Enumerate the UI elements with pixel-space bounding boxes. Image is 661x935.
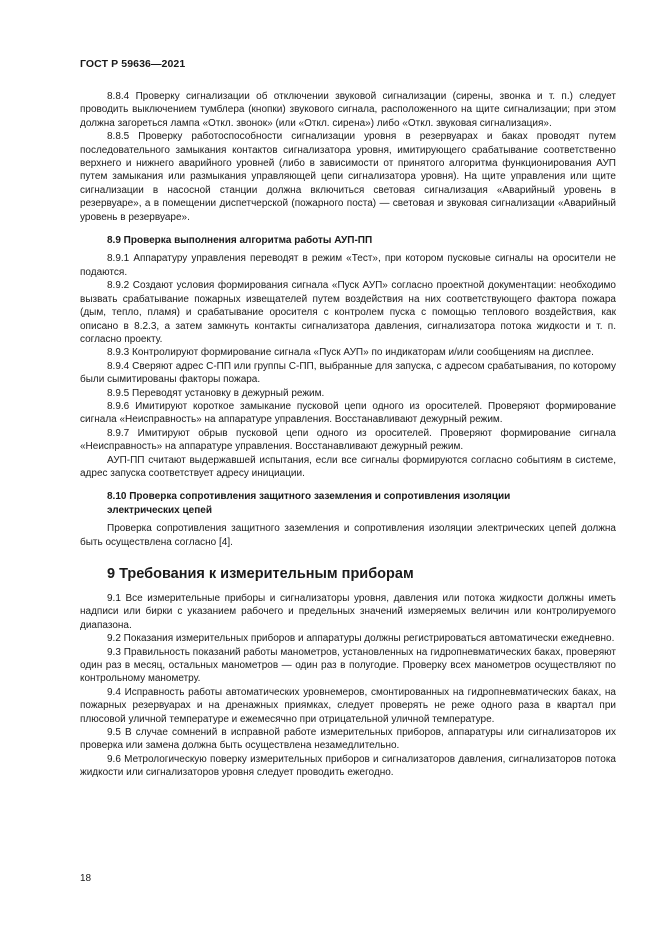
paragraph-8-9-1: 8.9.1 Аппаратуру управления переводят в режим «Тест», при котором пусковые сигналы на оросители не подаются. (80, 253, 616, 278)
section-heading-8-9: 8.9 Проверка выполнения алгоритма работы АУП-ПП (107, 235, 373, 247)
paragraph-8-9-4: 8.9.4 Сверяют адрес С-ПП или группы С-ПП, выбранные для запуска, с адресом срабатывания, по которому были сымитированы факторы пожара. (80, 360, 616, 386)
paragraph-9-3: 9.3 Правильность показаний работы манометров, установленных на гидропневматических баках, проверяют один раз в месяц, остальных манометров — один раз в полугодие. Проверку всех манометров осуществляют по контрольному манометру. (80, 646, 616, 685)
paragraph-8-9-3: 8.9.3 Контролируют формирование сигнала «Пуск АУП» по индикаторам и/или сообщениям на дисплее. (107, 347, 594, 359)
paragraph-9-1: 9.1 Все измерительные приборы и сигнализаторы уровня, давления или потока жидкости должны иметь надписи или бирки с указанием рабочего и предельных значений измеряемых величин или контролируемого диапазона. (80, 593, 616, 631)
paragraph-8-8-5: 8.8.5 Проверку работоспособности сигнализации уровня в резервуарах и баках проводят путем последовательного замыкания контактов сигнализатора уровня, имитирующего срабатывание соответственно верхнего и нижнего аварийного уровней (либо в зависимости от принятого алгоритма функционирования АУП путем замыкания или размыкания управляющей цепи сигнализатора уровня). На щите управления или щите сигнализации в насосной станции должна включиться световая сигнализация «Аварийный уровень в резервуаре», а в помещении диспетчерской (пожарного поста) — световая и звуковая сигнализации «Аварийный уровень в резервуаре». (80, 131, 616, 223)
chapter-heading-9: 9 Требования к измерительным приборам (107, 566, 414, 582)
paragraph-8-9-2: 8.9.2 Создают условия формирования сигнала «Пуск АУП» согласно проектной документации: необходимо вызвать срабатывание пожарных извещателей путем воздействия на них соответствующего фактора пожара (дым, тепло, пламя) и срабатывание оросителя с контролем пуска с помощью теплового воздействия, как описано в 8.2.3, а затем замкнуть контакты сигнализатора давления, сигнализатора потока жидкости и т. п. согласно проекту. (80, 280, 616, 345)
page-content (80, 90, 616, 780)
paragraph-8-8-4: 8.8.4 Проверку сигнализации об отключении звуковой сигнализации (сирены, звонка и т. п.) следует проводить выключением тумблера (кнопки) звукового сигнала, расположенного на щите сигнализации; при этом должна загореться лампа «Откл. звонок» (или «Откл. сирена») либо «Откл. звуковая сигнализация». (80, 91, 616, 129)
paragraph-9-4: 9.4 Исправность работы автоматических уровнемеров, смонтированных на гидропневматических баках, на пожарных резервуарах и на дренажных приямках, следует проверять не реже одного раза в квартал при плюсовой уличной температуре и ежемесячно при отрицательной уличной температуре. (80, 686, 616, 725)
paragraph-9-2: 9.2 Показания измерительных приборов и аппаратуры должны регистрироваться автоматически ежедневно. (107, 633, 615, 645)
paragraph-9-6: 9.6 Метрологическую поверку измерительных приборов и сигнализаторов давления, сигнализаторов потока жидкости или сигнализаторов уровня следует проводить ежегодно. (80, 753, 616, 779)
paragraph-8-9-conclusion: АУП-ПП считают выдержавшей испытания, если все сигналы формируются согласно событиям в системе, адрес запуска соответствует адресу инициации. (80, 454, 616, 479)
paragraph-8-10: Проверка сопротивления защитного заземления и сопротивления изоляции электрических цепей должна быть осуществлена согласно [4]. (80, 523, 616, 548)
paragraph-9-5: 9.5 В случае сомнений в исправной работе измерительных приборов, аппаратуры или сигнализаторов их проверка или замена должна быть осуществлена незамедлительно. (80, 727, 616, 752)
document-code-header: ГОСТ Р 59636—2021 (80, 58, 186, 70)
page-number: 18 (80, 873, 92, 884)
paragraph-8-9-7: 8.9.7 Имитируют обрыв пусковой цепи одного из оросителей. Проверяют формирование сигнала «Неисправность» на аппаратуре управления. Восстанавливают дежурный режим. (80, 427, 616, 453)
section-heading-8-10: 8.10 Проверка сопротивления защитного заземления и сопротивления изоляции электрических цепей (107, 491, 511, 516)
paragraph-8-9-5: 8.9.5 Переводят установку в дежурный режим. (107, 387, 325, 399)
paragraph-8-9-6: 8.9.6 Имитируют короткое замыкание пусковой цепи одного из оросителей. Проверяют формирование сигнала «Неисправность» на аппаратуре управления. Восстанавливают дежурный режим. (80, 400, 616, 426)
